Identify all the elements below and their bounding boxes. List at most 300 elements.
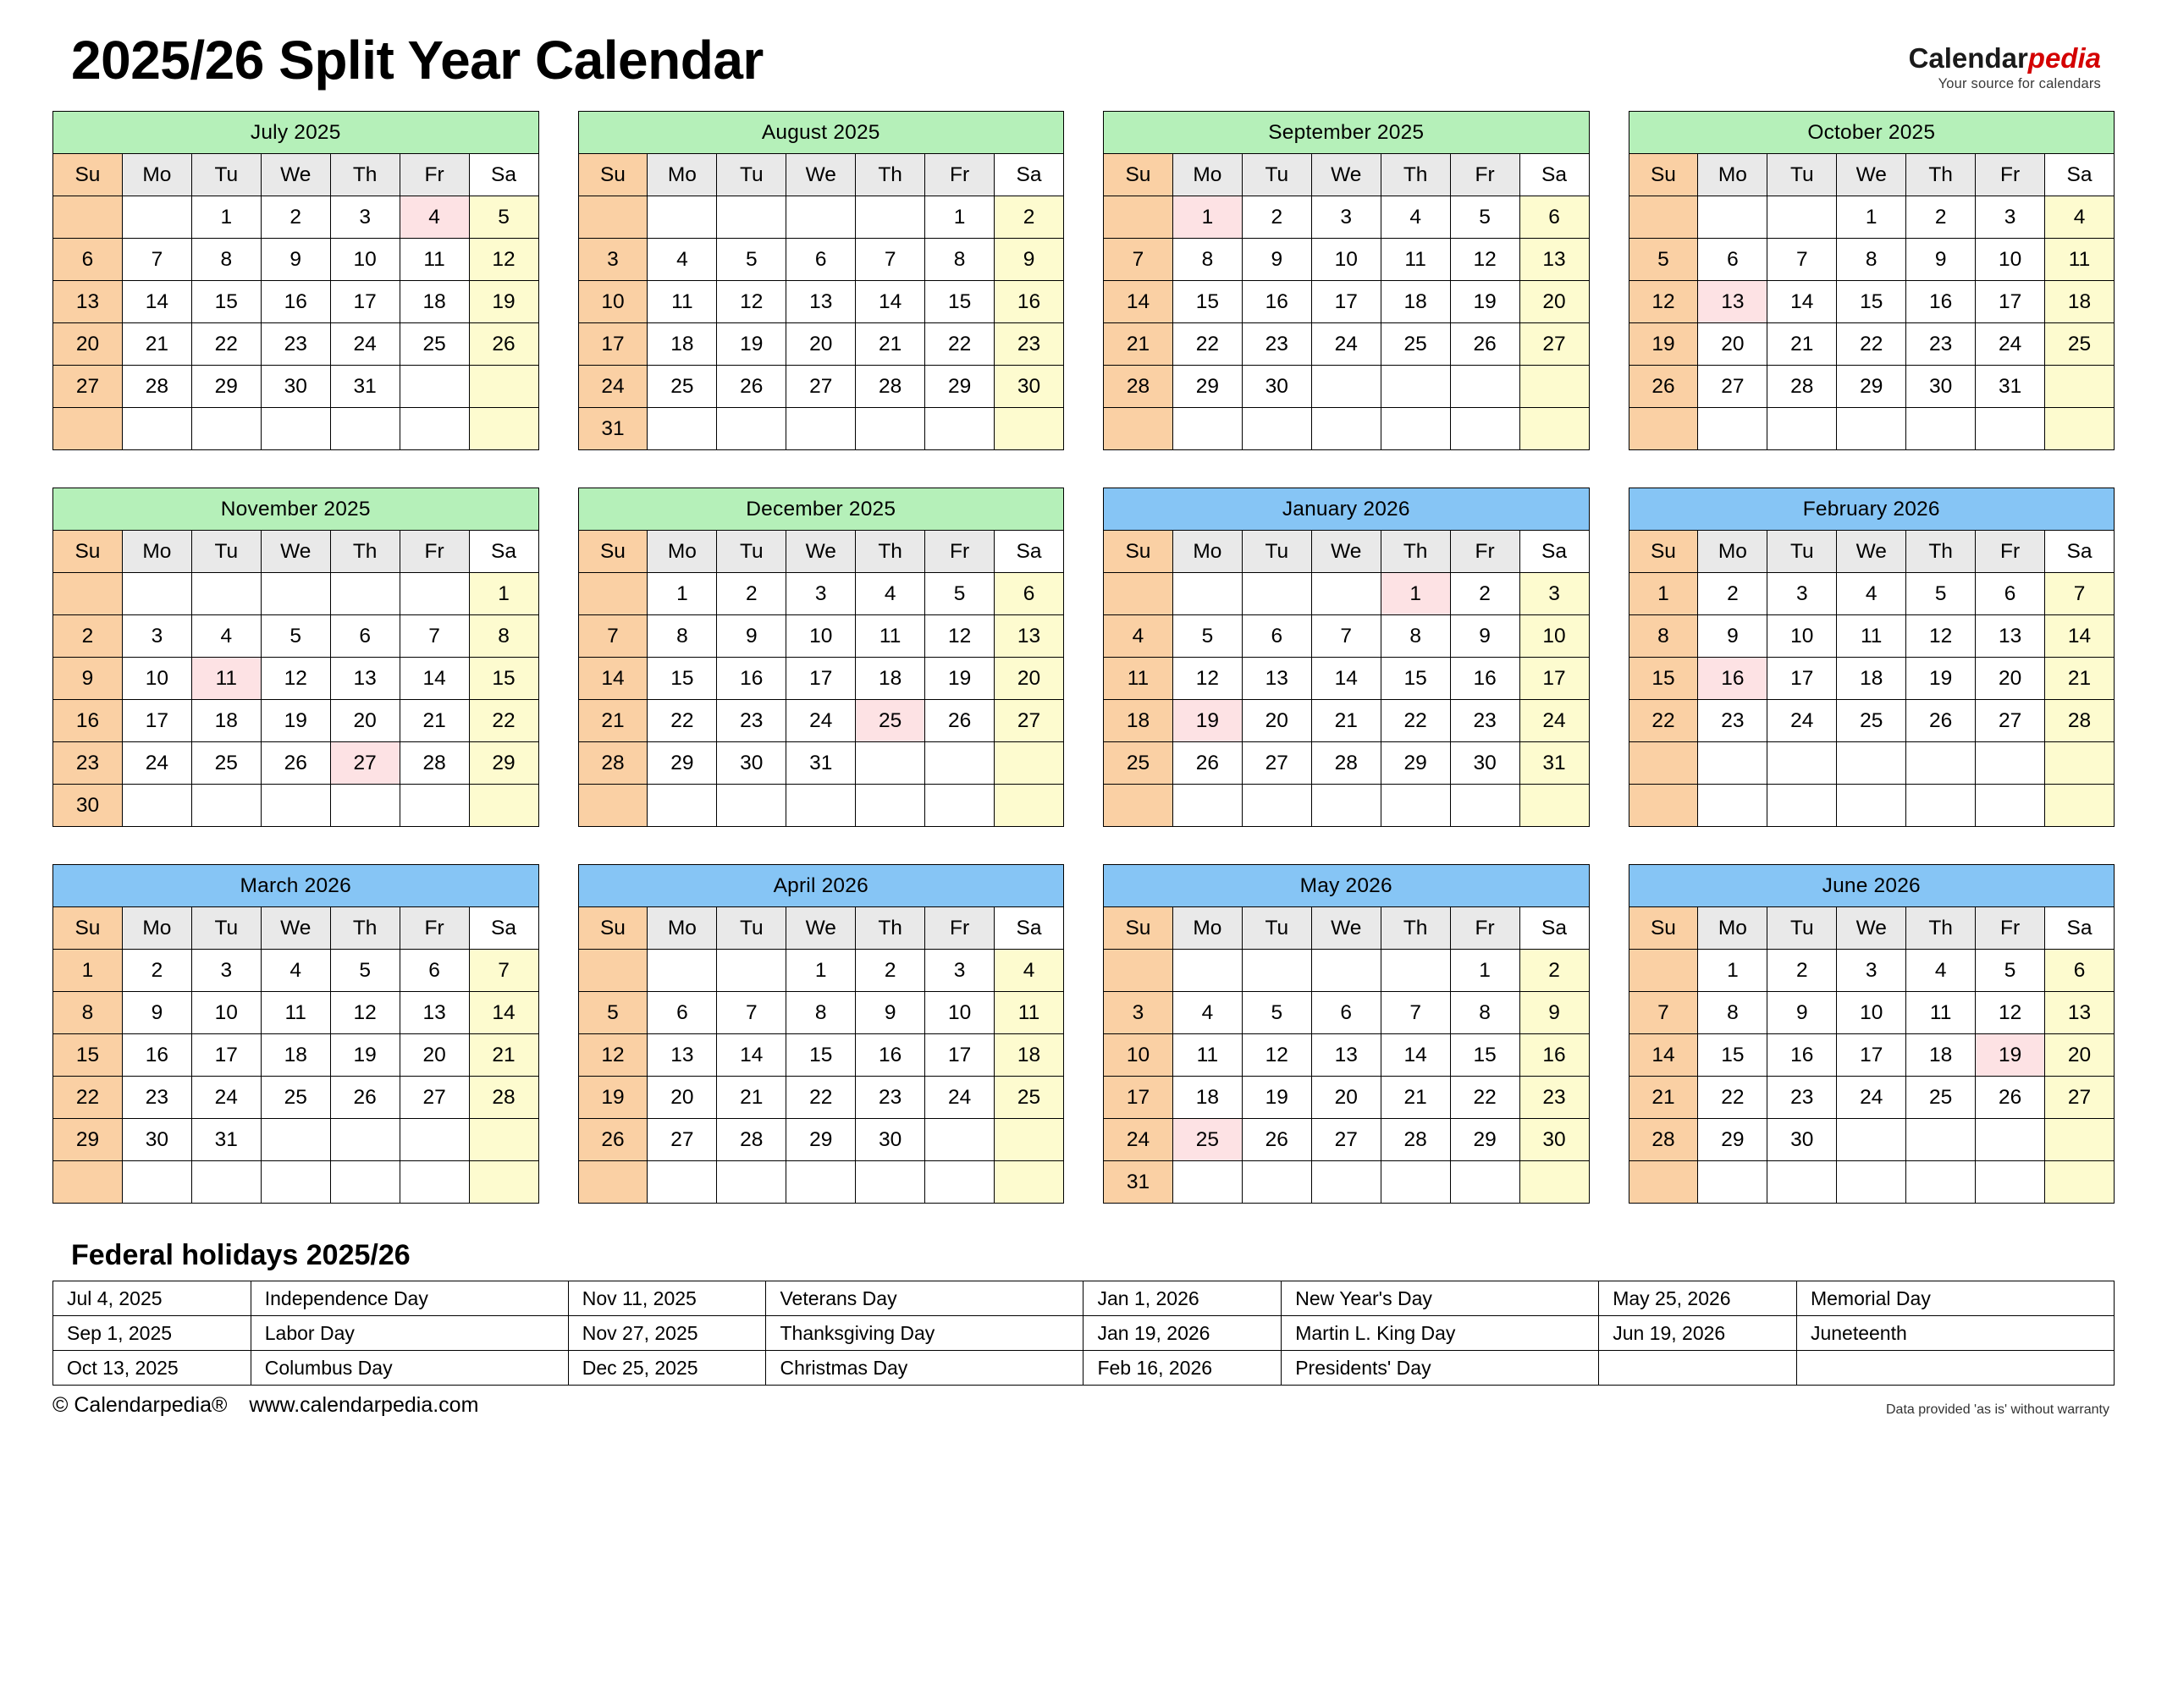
month-calendar <box>578 111 1065 450</box>
day-cell: 21 <box>1629 1077 1698 1119</box>
empty-day-cell <box>578 196 648 239</box>
months-grid <box>52 111 2115 1204</box>
day-cell: 31 <box>1976 366 2045 408</box>
empty-day-cell <box>856 408 925 450</box>
weekday-header-su: Su <box>578 907 648 950</box>
day-cell: 17 <box>578 323 648 366</box>
day-cell: 21 <box>400 700 469 742</box>
week-row <box>578 196 1064 239</box>
weekday-header-sa: Sa <box>2045 907 2115 950</box>
day-cell: 20 <box>400 1034 469 1077</box>
day-cell: 30 <box>261 366 330 408</box>
day-cell: 13 <box>786 281 856 323</box>
day-cell: 3 <box>786 573 856 615</box>
day-cell: 17 <box>122 700 191 742</box>
empty-day-cell <box>1381 785 1450 827</box>
day-cell: 27 <box>53 366 123 408</box>
day-cell: 14 <box>717 1034 786 1077</box>
day-cell: 23 <box>995 323 1064 366</box>
day-cell: 4 <box>191 615 261 658</box>
weekday-header-mo: Mo <box>1172 154 1242 196</box>
weekday-header-tu: Tu <box>1242 531 1311 573</box>
day-cell: 27 <box>1976 700 2045 742</box>
day-cell: 4 <box>1906 950 1976 992</box>
empty-day-cell <box>786 785 856 827</box>
day-cell: 30 <box>1242 366 1311 408</box>
week-row <box>1629 1119 2115 1161</box>
empty-day-cell <box>1976 742 2045 785</box>
day-cell: 20 <box>1242 700 1311 742</box>
weekday-header-tu: Tu <box>1242 907 1311 950</box>
weekday-header-tu: Tu <box>191 531 261 573</box>
week-row <box>1104 1119 1590 1161</box>
day-cell: 22 <box>469 700 538 742</box>
brand-name-part2: pedia <box>2027 42 2101 74</box>
day-cell: 3 <box>925 950 995 992</box>
day-cell: 22 <box>648 700 717 742</box>
weekday-header-we: We <box>261 531 330 573</box>
day-cell: 30 <box>717 742 786 785</box>
day-cell: 29 <box>191 366 261 408</box>
day-cell: 18 <box>400 281 469 323</box>
weekday-header-fr: Fr <box>400 907 469 950</box>
day-cell: 12 <box>925 615 995 658</box>
day-cell: 20 <box>648 1077 717 1119</box>
week-row <box>578 992 1064 1034</box>
day-cell: 23 <box>1906 323 1976 366</box>
empty-day-cell <box>717 950 786 992</box>
day-cell: 11 <box>261 992 330 1034</box>
day-cell: 31 <box>578 408 648 450</box>
week-row <box>578 239 1064 281</box>
day-cell: 10 <box>122 658 191 700</box>
weekday-header-fr: Fr <box>1976 907 2045 950</box>
day-cell: 19 <box>925 658 995 700</box>
weekday-header-fr: Fr <box>1450 531 1519 573</box>
empty-day-cell <box>925 742 995 785</box>
day-cell: 24 <box>578 366 648 408</box>
week-row <box>1104 1077 1590 1119</box>
day-cell: 16 <box>1906 281 1976 323</box>
day-cell: 2 <box>995 196 1064 239</box>
empty-day-cell <box>648 196 717 239</box>
empty-day-cell <box>925 1161 995 1204</box>
day-cell: 12 <box>469 239 538 281</box>
weekday-header-th: Th <box>1906 154 1976 196</box>
week-row <box>53 1077 539 1119</box>
day-cell: 16 <box>1450 658 1519 700</box>
day-cell: 7 <box>578 615 648 658</box>
weekday-header-row <box>53 907 539 950</box>
empty-day-cell <box>1104 950 1173 992</box>
empty-day-cell <box>1311 785 1381 827</box>
day-cell: 31 <box>1519 742 1589 785</box>
holiday-name: Columbus Day <box>251 1351 568 1386</box>
day-cell: 29 <box>53 1119 123 1161</box>
day-cell: 28 <box>1104 366 1173 408</box>
day-cell: 22 <box>191 323 261 366</box>
holiday-name: Presidents' Day <box>1282 1351 1599 1386</box>
weekday-header-we: We <box>1311 907 1381 950</box>
empty-day-cell <box>400 1119 469 1161</box>
holiday-row <box>53 1316 2115 1351</box>
day-cell: 3 <box>1519 573 1589 615</box>
day-cell: 12 <box>1976 992 2045 1034</box>
day-cell: 12 <box>1629 281 1698 323</box>
empty-day-cell <box>578 573 648 615</box>
weekday-header-tu: Tu <box>717 907 786 950</box>
day-cell: 7 <box>1104 239 1173 281</box>
empty-day-cell <box>330 573 400 615</box>
empty-day-cell <box>856 196 925 239</box>
day-cell: 9 <box>1698 615 1767 658</box>
weekday-header-sa: Sa <box>995 154 1064 196</box>
day-cell: 10 <box>1976 239 2045 281</box>
day-cell: 18 <box>191 700 261 742</box>
day-cell: 4 <box>995 950 1064 992</box>
weekday-header-sa: Sa <box>1519 154 1589 196</box>
day-cell: 12 <box>1450 239 1519 281</box>
empty-day-cell <box>400 785 469 827</box>
empty-day-cell <box>1976 1161 2045 1204</box>
day-cell: 21 <box>856 323 925 366</box>
week-row <box>578 366 1064 408</box>
empty-day-cell <box>1629 1161 1698 1204</box>
week-row <box>578 323 1064 366</box>
day-cell: 23 <box>1767 1077 1837 1119</box>
weekday-header-tu: Tu <box>1767 154 1837 196</box>
day-cell: 11 <box>400 239 469 281</box>
weekday-header-mo: Mo <box>648 907 717 950</box>
brand-name-part1: Calendar <box>1908 42 2028 74</box>
day-cell: 19 <box>1242 1077 1311 1119</box>
day-cell: 12 <box>1172 658 1242 700</box>
week-row <box>53 950 539 992</box>
month-block <box>578 488 1065 827</box>
weekday-header-su: Su <box>1629 907 1698 950</box>
empty-day-cell <box>122 1161 191 1204</box>
month-calendar <box>1629 488 2115 827</box>
weekday-header-mo: Mo <box>1172 531 1242 573</box>
empty-day-cell <box>925 1119 995 1161</box>
day-cell: 27 <box>1519 323 1589 366</box>
month-calendar <box>52 488 539 827</box>
day-cell: 28 <box>2045 700 2115 742</box>
day-cell: 3 <box>191 950 261 992</box>
day-cell: 11 <box>995 992 1064 1034</box>
weekday-header-sa: Sa <box>995 907 1064 950</box>
empty-day-cell <box>1629 950 1698 992</box>
week-row <box>1629 366 2115 408</box>
weekday-header-sa: Sa <box>2045 154 2115 196</box>
day-cell: 23 <box>1242 323 1311 366</box>
week-row <box>1104 950 1590 992</box>
week-row <box>1629 615 2115 658</box>
empty-day-cell <box>1906 408 1976 450</box>
empty-day-cell <box>1837 742 1906 785</box>
day-cell: 12 <box>330 992 400 1034</box>
day-cell: 26 <box>330 1077 400 1119</box>
empty-day-cell <box>1381 408 1450 450</box>
empty-day-cell <box>786 1161 856 1204</box>
holidays-title: Federal holidays 2025/26 <box>71 1239 411 1271</box>
day-cell: 7 <box>1311 615 1381 658</box>
empty-day-cell <box>1976 408 2045 450</box>
day-cell: 21 <box>1311 700 1381 742</box>
day-cell: 25 <box>1837 700 1906 742</box>
holiday-name: Memorial Day <box>1796 1281 2114 1316</box>
day-cell: 23 <box>856 1077 925 1119</box>
month-block <box>52 111 539 450</box>
day-cell: 1 <box>1172 196 1242 239</box>
day-cell: 29 <box>1172 366 1242 408</box>
week-row <box>1104 1161 1590 1204</box>
website-url[interactable]: www.calendarpedia.com <box>249 1393 479 1417</box>
week-row <box>1629 992 2115 1034</box>
day-cell: 11 <box>1104 658 1173 700</box>
disclaimer-text: Data provided 'as is' without warranty <box>1885 1402 2109 1417</box>
empty-day-cell <box>400 1161 469 1204</box>
weekday-header-we: We <box>1311 531 1381 573</box>
empty-day-cell <box>400 573 469 615</box>
weekday-header-sa: Sa <box>469 907 538 950</box>
day-cell: 17 <box>786 658 856 700</box>
week-row <box>1629 700 2115 742</box>
day-cell: 15 <box>191 281 261 323</box>
weekday-header-sa: Sa <box>2045 531 2115 573</box>
empty-day-cell <box>1519 785 1589 827</box>
day-cell: 14 <box>469 992 538 1034</box>
day-cell: 29 <box>648 742 717 785</box>
holiday-date: Sep 1, 2025 <box>53 1316 251 1351</box>
weekday-header-su: Su <box>53 907 123 950</box>
day-cell: 5 <box>1172 615 1242 658</box>
empty-day-cell <box>1172 573 1242 615</box>
day-cell: 8 <box>1837 239 1906 281</box>
month-block <box>52 864 539 1204</box>
week-row <box>53 615 539 658</box>
day-cell: 5 <box>261 615 330 658</box>
weekday-header-mo: Mo <box>122 907 191 950</box>
week-row <box>1104 281 1590 323</box>
holiday-name: Thanksgiving Day <box>766 1316 1084 1351</box>
empty-day-cell <box>1242 950 1311 992</box>
day-cell: 13 <box>1976 615 2045 658</box>
weekday-header-sa: Sa <box>1519 907 1589 950</box>
empty-day-cell <box>1906 1119 1976 1161</box>
empty-day-cell <box>995 1161 1064 1204</box>
day-cell: 5 <box>1242 992 1311 1034</box>
day-cell: 24 <box>1767 700 1837 742</box>
day-cell: 15 <box>1172 281 1242 323</box>
empty-day-cell <box>330 408 400 450</box>
day-cell: 27 <box>1698 366 1767 408</box>
day-cell: 6 <box>400 950 469 992</box>
day-cell: 20 <box>1698 323 1767 366</box>
empty-day-cell <box>191 408 261 450</box>
weekday-header-tu: Tu <box>191 907 261 950</box>
weekday-header-we: We <box>1837 907 1906 950</box>
day-cell: 8 <box>191 239 261 281</box>
day-cell: 28 <box>717 1119 786 1161</box>
day-cell: 10 <box>925 992 995 1034</box>
weekday-header-sa: Sa <box>1519 531 1589 573</box>
day-cell: 30 <box>1767 1119 1837 1161</box>
empty-day-cell <box>1381 366 1450 408</box>
day-cell: 18 <box>856 658 925 700</box>
weekday-header-mo: Mo <box>122 154 191 196</box>
month-calendar <box>578 864 1065 1204</box>
week-row <box>1104 1034 1590 1077</box>
day-cell: 1 <box>53 950 123 992</box>
day-cell: 8 <box>1629 615 1698 658</box>
empty-day-cell <box>1172 1161 1242 1204</box>
day-cell: 21 <box>1104 323 1173 366</box>
empty-day-cell <box>1381 950 1450 992</box>
day-cell: 16 <box>1242 281 1311 323</box>
day-cell: 24 <box>330 323 400 366</box>
empty-day-cell <box>261 1119 330 1161</box>
weekday-header-tu: Tu <box>191 154 261 196</box>
month-title: January 2026 <box>1104 488 1590 531</box>
month-block <box>1629 864 2115 1204</box>
day-cell: 9 <box>1519 992 1589 1034</box>
holiday-date: Nov 27, 2025 <box>568 1316 766 1351</box>
day-cell: 1 <box>925 196 995 239</box>
day-cell: 19 <box>1629 323 1698 366</box>
month-calendar <box>578 488 1065 827</box>
day-cell: 1 <box>1629 573 1698 615</box>
day-cell: 12 <box>261 658 330 700</box>
weekday-header-we: We <box>1837 154 1906 196</box>
day-cell: 27 <box>648 1119 717 1161</box>
weekday-header-row <box>1629 154 2115 196</box>
day-cell: 4 <box>856 573 925 615</box>
month-title: July 2025 <box>53 112 539 154</box>
day-cell: 7 <box>1767 239 1837 281</box>
empty-day-cell <box>1311 950 1381 992</box>
empty-day-cell <box>53 1161 123 1204</box>
empty-day-cell <box>717 1161 786 1204</box>
week-row <box>578 281 1064 323</box>
day-cell: 3 <box>1837 950 1906 992</box>
day-cell: 19 <box>1172 700 1242 742</box>
day-cell: 5 <box>717 239 786 281</box>
week-row <box>1104 615 1590 658</box>
weekday-header-th: Th <box>1906 907 1976 950</box>
day-cell: 18 <box>1906 1034 1976 1077</box>
day-cell: 22 <box>786 1077 856 1119</box>
day-cell: 30 <box>1450 742 1519 785</box>
day-cell: 3 <box>578 239 648 281</box>
weekday-header-mo: Mo <box>1698 531 1767 573</box>
weekday-header-row <box>578 531 1064 573</box>
empty-day-cell <box>1698 742 1767 785</box>
month-block <box>578 864 1065 1204</box>
week-row <box>1629 1161 2115 1204</box>
day-cell: 4 <box>400 196 469 239</box>
empty-day-cell <box>2045 408 2115 450</box>
day-cell: 8 <box>1450 992 1519 1034</box>
day-cell: 1 <box>1698 950 1767 992</box>
day-cell: 13 <box>648 1034 717 1077</box>
empty-day-cell <box>1906 742 1976 785</box>
weekday-header-fr: Fr <box>1450 907 1519 950</box>
day-cell: 9 <box>261 239 330 281</box>
day-cell: 18 <box>1104 700 1173 742</box>
day-cell: 16 <box>261 281 330 323</box>
empty-day-cell <box>2045 1119 2115 1161</box>
empty-day-cell <box>1767 1161 1837 1204</box>
weekday-header-row <box>1629 907 2115 950</box>
month-calendar <box>52 864 539 1204</box>
day-cell: 25 <box>995 1077 1064 1119</box>
holiday-date: Feb 16, 2026 <box>1084 1351 1282 1386</box>
day-cell: 15 <box>1698 1034 1767 1077</box>
empty-day-cell <box>122 408 191 450</box>
week-row <box>1629 239 2115 281</box>
empty-day-cell <box>1104 785 1173 827</box>
day-cell: 20 <box>1519 281 1589 323</box>
brand-name <box>1909 44 2101 72</box>
day-cell: 7 <box>2045 573 2115 615</box>
day-cell: 17 <box>1519 658 1589 700</box>
week-row <box>578 1119 1064 1161</box>
month-block <box>1103 864 1590 1204</box>
day-cell: 20 <box>53 323 123 366</box>
month-title: September 2025 <box>1104 112 1590 154</box>
week-row <box>53 408 539 450</box>
day-cell: 10 <box>786 615 856 658</box>
weekday-header-we: We <box>786 154 856 196</box>
copyright-text <box>52 1393 478 1418</box>
day-cell: 19 <box>1906 658 1976 700</box>
empty-day-cell <box>1767 196 1837 239</box>
day-cell: 22 <box>925 323 995 366</box>
day-cell: 5 <box>1976 950 2045 992</box>
week-row <box>1629 1077 2115 1119</box>
empty-day-cell <box>191 573 261 615</box>
empty-day-cell <box>1242 785 1311 827</box>
day-cell: 19 <box>1976 1034 2045 1077</box>
empty-day-cell <box>995 1119 1064 1161</box>
day-cell: 5 <box>1629 239 1698 281</box>
day-cell: 27 <box>786 366 856 408</box>
weekday-header-tu: Tu <box>717 531 786 573</box>
day-cell: 10 <box>1311 239 1381 281</box>
week-row <box>578 573 1064 615</box>
day-cell: 14 <box>122 281 191 323</box>
day-cell: 30 <box>53 785 123 827</box>
weekday-header-mo: Mo <box>1172 907 1242 950</box>
week-row <box>53 658 539 700</box>
day-cell: 25 <box>261 1077 330 1119</box>
day-cell: 20 <box>1311 1077 1381 1119</box>
day-cell: 9 <box>717 615 786 658</box>
day-cell: 15 <box>786 1034 856 1077</box>
day-cell: 6 <box>330 615 400 658</box>
day-cell: 27 <box>1311 1119 1381 1161</box>
holiday-name <box>1796 1351 2114 1386</box>
day-cell: 25 <box>856 700 925 742</box>
empty-day-cell <box>1837 785 1906 827</box>
day-cell: 6 <box>1698 239 1767 281</box>
empty-day-cell <box>578 785 648 827</box>
week-row <box>1104 742 1590 785</box>
day-cell: 16 <box>1767 1034 1837 1077</box>
week-row <box>1629 408 2115 450</box>
weekday-header-we: We <box>1311 154 1381 196</box>
